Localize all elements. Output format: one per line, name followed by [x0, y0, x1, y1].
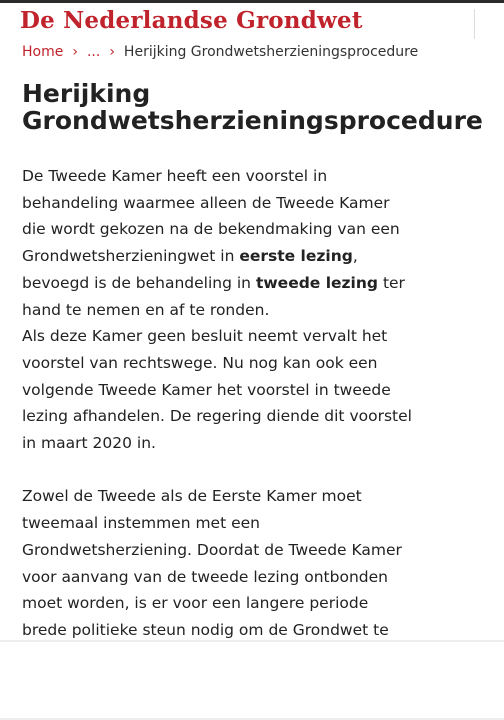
text-line: voor aanvang van de tweede lezing ontbonden	[22, 567, 388, 586]
text-line: bevoegd is de behandeling in	[22, 273, 256, 292]
text-line: die wordt gekozen na de bekendmaking van een	[22, 220, 400, 239]
site-logo-title[interactable]: De Nederlandse Grondwet	[20, 7, 363, 34]
article-body	[22, 163, 442, 644]
text-line: moet worden, is er voor een langere periode	[22, 594, 369, 613]
chevron-right-icon: ›	[72, 44, 78, 60]
breadcrumb	[22, 41, 418, 63]
text-line: ,	[352, 247, 358, 266]
breadcrumb-home-link[interactable]: Home	[22, 44, 64, 60]
chevron-right-icon: ›	[109, 44, 115, 60]
text-line: voorstel van rechtswege. Nu nog kan ook een	[22, 353, 378, 372]
page-title-line1: Herijking	[22, 80, 151, 108]
site-header	[0, 3, 504, 39]
text-line: Als deze Kamer geen besluit neemt vervalt het	[22, 327, 388, 346]
text-line: volgende Tweede Kamer het voorstel in tweede	[22, 380, 391, 399]
emphasis-eerste-lezing: eerste lezing	[239, 247, 353, 266]
bottom-toolbar-area	[0, 640, 504, 720]
breadcrumb-ellipsis-link[interactable]: ...	[86, 44, 101, 60]
text-line: Zowel de Tweede als de Eerste Kamer moet	[22, 487, 362, 506]
text-line: hand te nemen en af te ronden.	[22, 300, 270, 319]
text-line: brede politieke steun nodig om de Grondwet te	[22, 620, 389, 639]
text-line: tweemaal instemmen met een	[22, 514, 260, 533]
text-line: lezing afhandelen. De regering diende dit voorstel	[22, 407, 412, 426]
emphasis-tweede-lezing: tweede lezing	[255, 273, 379, 292]
page-title	[22, 80, 502, 134]
text-line: ter	[378, 273, 405, 292]
text-line: in maart 2020 in.	[22, 434, 156, 453]
paragraph-3	[22, 483, 442, 643]
text-line: Grondwetsherzieningwet in	[22, 247, 240, 266]
breadcrumb-current: Herijking Grondwetsherzieningsprocedure	[123, 44, 419, 60]
page-title-line2: Grondwetsherzieningsprocedure	[22, 106, 483, 134]
paragraph-1	[22, 163, 442, 323]
text-line: De Tweede Kamer heeft een voorstel in	[22, 167, 328, 185]
header-divider	[474, 9, 475, 39]
paragraph-2	[22, 323, 442, 457]
text-line: behandeling waarmee alleen de Tweede Kamer	[22, 193, 390, 212]
text-line: Grondwetsherziening. Doordat de Tweede Kamer	[22, 540, 402, 559]
